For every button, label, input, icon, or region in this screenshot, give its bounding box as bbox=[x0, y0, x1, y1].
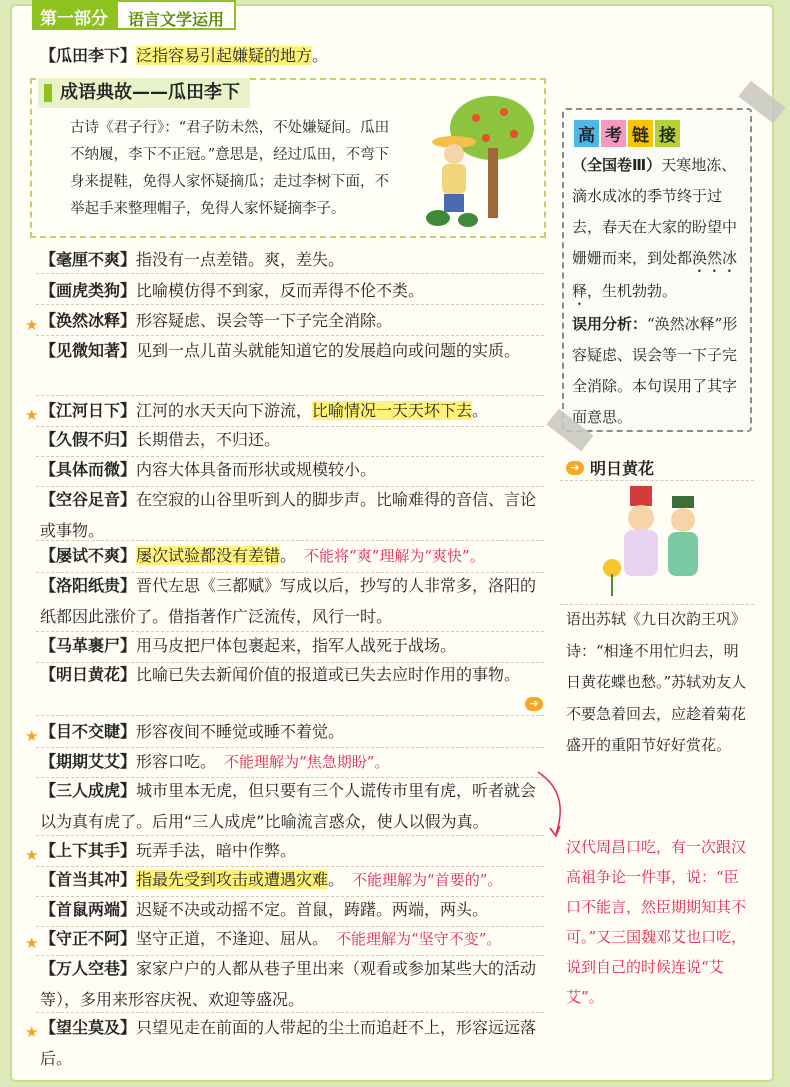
entry-def: 迟疑不决或动摇不定。首鼠，踌躇。两端，两头。 bbox=[136, 900, 489, 919]
entry-def: 长期借去，不归还。 bbox=[136, 430, 281, 449]
entry-note: 不能理解为“焦急期盼”。 bbox=[224, 753, 390, 771]
entry-def: 形容疑虑、误会等一下子完全消除。 bbox=[136, 311, 393, 330]
entry-huahuleigou bbox=[40, 275, 546, 306]
link-arrow-icon[interactable]: ➜ bbox=[525, 697, 543, 711]
entry-term: 【守正不阿】 bbox=[40, 929, 137, 948]
entry-sanrenchenghu bbox=[40, 775, 546, 837]
entry-term: 【空谷足音】 bbox=[40, 490, 137, 509]
star-icon: ★ bbox=[25, 406, 39, 424]
entry-note: 不能理解为“坚守不变”。 bbox=[336, 930, 502, 948]
entry-mingrihuanghua bbox=[40, 659, 546, 690]
entry-note: 不能将“爽”理解为“爽快”。 bbox=[304, 547, 485, 565]
card-text bbox=[572, 150, 744, 433]
entry-top bbox=[40, 40, 546, 71]
star-icon: ★ bbox=[25, 1023, 39, 1041]
entry-def: 形容口吃。 bbox=[136, 752, 217, 771]
star-icon: ★ bbox=[25, 727, 39, 745]
card-title bbox=[574, 120, 680, 147]
card-title-char: 高 bbox=[574, 120, 599, 147]
face bbox=[671, 508, 695, 532]
entry-def: 形容夜间不睡觉或睡不着觉。 bbox=[136, 722, 345, 741]
entry-term: 【上下其手】 bbox=[40, 841, 137, 860]
entry-term: 【明日黄花】 bbox=[40, 665, 137, 684]
entry-mubujiaojie bbox=[25, 716, 546, 747]
entry-term: 【首鼠两端】 bbox=[40, 900, 137, 919]
entry-qiqiaiai bbox=[40, 746, 546, 778]
robe bbox=[668, 532, 698, 576]
card-sentence-end: ，生机勃勃。 bbox=[587, 282, 678, 300]
entry-def: 玩弄手法，暗中作弊。 bbox=[136, 841, 297, 860]
tree-trunk bbox=[488, 148, 498, 218]
card-source: （全国卷Ⅲ） bbox=[572, 156, 662, 174]
entry-def: 内容大体具备而形状或规模较小。 bbox=[136, 460, 377, 479]
entry-term: 【具体而微】 bbox=[40, 460, 137, 479]
entry-term: 【洛阳纸贵】 bbox=[40, 576, 137, 595]
entry-def: 江河的水天天向下游流， bbox=[136, 401, 313, 420]
fruit bbox=[500, 108, 508, 116]
entry-note: 不能理解为“首要的”。 bbox=[352, 871, 503, 889]
hat bbox=[672, 496, 694, 508]
part-label: 第一部分 bbox=[32, 0, 118, 30]
side-red-note: 汉代周昌口吃，有一次跟汉高祖争论一件事，说：“臣口不能言，然臣期期知其不可。”又三国魏邓艾也口吃，说到自己的时候连说“艾艾”。 bbox=[566, 838, 747, 1006]
entry-term: 【涣然冰释】 bbox=[40, 311, 137, 330]
entry-term: 【万人空巷】 bbox=[40, 959, 137, 978]
entry-luoyangzhigui bbox=[40, 570, 546, 632]
exam-link-card bbox=[562, 108, 752, 432]
entry-def: 家家户户的人都从巷子里出来（观看或参加某些大的活动等），多用来形容庆祝、欢迎等盛况。 bbox=[40, 959, 537, 1009]
story-text: 古诗《君子行》：“君子防未然，不处嫌疑间。瓜田不纳履，李下不正冠。”意思是，经过瓜田，不弯下身来提鞋，免得人家怀疑摘瓜；走过李树下面，不举起手来整理帽子，免得人家怀疑摘李子。 bbox=[70, 120, 390, 217]
scholars-illustration bbox=[594, 482, 724, 600]
entry-tail: 。 bbox=[472, 401, 489, 420]
entry-term: 【首当其冲】 bbox=[40, 870, 137, 889]
card-title-char: 链 bbox=[628, 120, 653, 147]
card-dotted-word: 涣然冰释 bbox=[572, 249, 738, 300]
analysis-label: 误用分析： bbox=[572, 315, 648, 333]
entry-term: 【屡试不爽】 bbox=[40, 546, 137, 565]
entry-haolibushuang bbox=[40, 244, 546, 275]
fruit bbox=[482, 134, 490, 142]
entry-jiangheri bbox=[25, 395, 546, 426]
entry-lvshibushuang bbox=[40, 540, 546, 572]
pointer-arrow bbox=[534, 770, 574, 840]
entry-def: 在空寂的山谷里听到人的脚步声。比喻难得的音信、言论或事物。 bbox=[40, 490, 537, 540]
story-title: 成语典故——瓜田李下 bbox=[38, 78, 250, 108]
entry-shoushuliangduan bbox=[40, 894, 546, 925]
hat bbox=[630, 486, 652, 506]
divider bbox=[560, 480, 754, 481]
entry-tail: 。 bbox=[328, 870, 345, 889]
entry-def: 比喻模仿得不到家，反而弄得不伦不类。 bbox=[136, 281, 425, 300]
face bbox=[628, 505, 654, 531]
robe bbox=[624, 530, 658, 576]
entry-wanrenkongxiang bbox=[40, 953, 546, 1015]
body bbox=[442, 164, 466, 194]
face bbox=[444, 144, 464, 164]
entry-term: 【毫厘不爽】 bbox=[40, 250, 137, 269]
entry-def: 晋代左思《三都赋》写成以后，抄写的人非常多，洛阳的纸都因此涨价了。借指著作广泛流传，风行一时。 bbox=[40, 576, 537, 626]
side-heading bbox=[566, 456, 654, 479]
entry-def: 只望见走在前面的人带起的尘土而追赶不上，形容远远落后。 bbox=[40, 1018, 537, 1068]
entry-shangxiaqishou bbox=[25, 835, 546, 866]
entry-shoudangqichong bbox=[40, 864, 546, 896]
arrow-icon: ➜ bbox=[566, 461, 584, 475]
melon bbox=[458, 213, 478, 227]
entry-term: 【瓜田李下】 bbox=[40, 46, 137, 65]
entry-jianweizhizhu bbox=[40, 335, 546, 366]
arrow-path bbox=[538, 772, 560, 834]
card-title-char: 考 bbox=[601, 120, 626, 147]
side-heading-text: 明日黄花 bbox=[590, 459, 655, 478]
star-icon: ★ bbox=[25, 934, 39, 952]
stem bbox=[611, 574, 613, 596]
entry-highlight: 屡次试验都没有差错 bbox=[136, 546, 281, 565]
story-box bbox=[30, 78, 546, 238]
entry-jutierwei bbox=[40, 454, 546, 485]
entry-term: 【目不交睫】 bbox=[40, 722, 137, 741]
page-header bbox=[32, 0, 236, 30]
story-illustration bbox=[412, 90, 540, 230]
card-title-char: 接 bbox=[655, 120, 680, 147]
entry-def: 比喻已失去新闻价值的报道或已失去应时作用的事物。 bbox=[136, 665, 521, 684]
fruit bbox=[510, 130, 518, 138]
entry-jiujiabugui bbox=[40, 424, 546, 455]
legs bbox=[444, 194, 464, 212]
fruit bbox=[472, 114, 480, 122]
entry-def: 见到一点儿苗头就能知道它的发展趋向或问题的实质。 bbox=[136, 341, 521, 360]
entry-tail: 。 bbox=[312, 46, 329, 65]
star-icon: ★ bbox=[25, 846, 39, 864]
entry-def: 用马皮把尸体包裹起来，指军人战死于战场。 bbox=[136, 636, 457, 655]
entry-def: 坚守正道，不逢迎、屈从。 bbox=[136, 929, 329, 948]
entry-def: 城市里本无虎，但只要有三个人谎传市里有虎，听者就会以为真有虎了。后用“三人成虎”比喻流言惑众，使人以假为真。 bbox=[40, 781, 537, 831]
entry-term: 【画虎类狗】 bbox=[40, 281, 137, 300]
entry-huanranbingshi bbox=[25, 305, 546, 336]
entry-term: 【久假不归】 bbox=[40, 430, 137, 449]
entry-highlight: 泛指容易引起嫌疑的地方 bbox=[136, 46, 313, 65]
entry-term: 【见微知著】 bbox=[40, 341, 137, 360]
entry-shouzhengbue bbox=[25, 923, 546, 955]
side-story-text: 语出苏轼《九日次韵王巩》诗：“相逢不用忙归去，明日黄花蝶也愁。”苏轼劝友人不要急着回去，应趁着菊花盛开的重阳节好好赏花。 bbox=[566, 610, 747, 754]
entry-wangchenmoji bbox=[25, 1012, 546, 1074]
melon bbox=[426, 210, 450, 226]
entry-def: 指没有一点差错。爽，差失。 bbox=[136, 250, 345, 269]
entry-term: 【望尘莫及】 bbox=[40, 1018, 137, 1037]
section-label: 语言文学运用 bbox=[118, 0, 236, 30]
entry-highlight: 指最先受到攻击或遭遇灾难 bbox=[136, 870, 329, 889]
entry-term: 【三人成虎】 bbox=[40, 781, 137, 800]
card-sentence: 天寒地冻、滴水成冰的季节终于过去，春天在大家的盼望中姗姗而来，到处都 bbox=[572, 156, 738, 267]
entry-term: 【马革裹尸】 bbox=[40, 636, 137, 655]
star-icon: ★ bbox=[25, 316, 39, 334]
entry-mageguoshi bbox=[40, 630, 546, 661]
entry-term: 【期期艾艾】 bbox=[40, 752, 137, 771]
entry-highlight: 比喻情况一天天坏下去 bbox=[312, 401, 473, 420]
entry-tail: 。 bbox=[280, 546, 297, 565]
analysis-text: “涣然冰释”形容疑虑、误会等一下子完全消除。本句误用了其字面意思。 bbox=[572, 315, 738, 426]
entry-konggu bbox=[40, 484, 546, 546]
entry-term: 【江河日下】 bbox=[40, 401, 137, 420]
